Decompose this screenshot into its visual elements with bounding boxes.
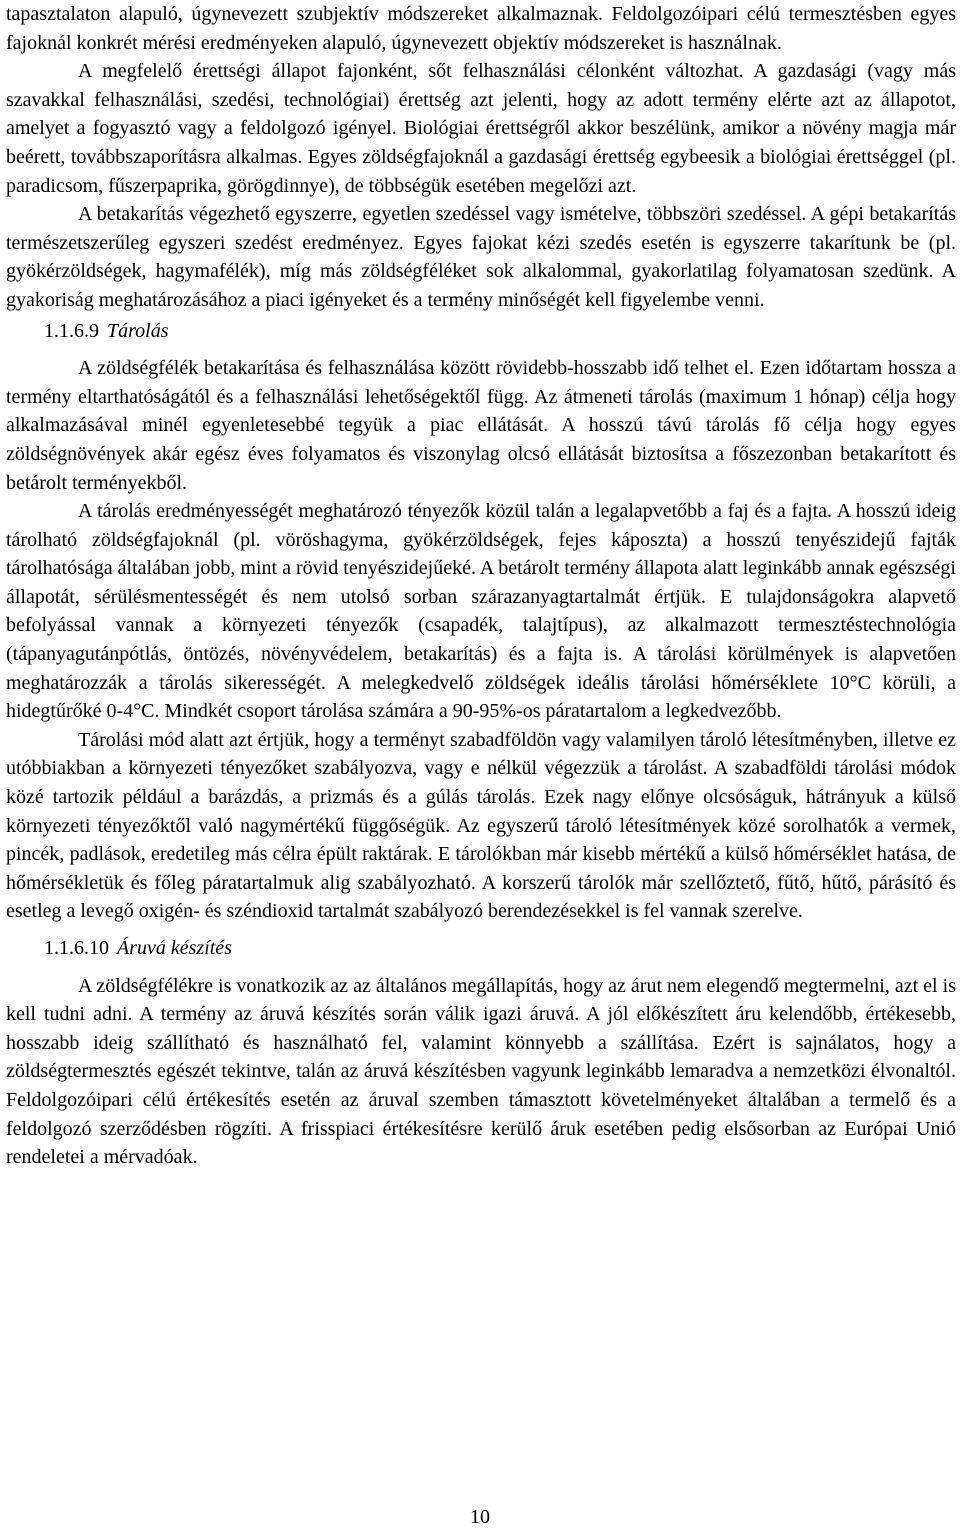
section-heading-market: [6, 934, 956, 963]
intro-paragraph-2: A megfelelő érettségi állapot fajonként, sőt felhasználási célonként változhat. A gazdasági (vagy más szavakkal felhasználási, szedési, technológiai) érettség azt jelenti, hogy az adott termény elérte azt az állapotot, amelyet a fogyasztó vagy a feldolgozó igényel. Biológiai érettségről akkor beszélünk, amikor a növény magja már beérett, továbbszaporításra alkalmas. Egyes zöldségfajoknál a gazdasági érettség egybeesik a biológiai érettséggel (pl. paradicsom, fűszerpaprika, görögdinnye), de többségük esetében megelőzi azt.: [6, 60, 956, 197]
storage-paragraph-2: A tárolás eredményességét meghatározó tényezők közül talán a legalapvetőbb a faj és a fajta. A hosszú ideig tárolható zöldségfajoknál (pl. vöröshagyma, gyökérzöldségek, fejes káposzta) a hosszú tenyészidejű fajták tárolhatósága általában jobb, mint a rövid tenyészidejűeké. A betárolt termény állapota alatt leginkább annak egészségi állapotát, sérülésmentességét és nem utolsó sorban szárazanyagtartalmát értjük. E tulajdonságokra alapvető befolyással vannak a környezeti tényezők (csapadék, talajtípus), az alkalmazott termesztéstechnológia (tápanyagutánpótlás, öntözés, növényvédelem, betakarítás) és a fajta is. A tárolási körülmények is alapvetően meghatározzák a tárolás sikerességét. A melegkedvelő zöldségek ideális tárolási hőmérséklete 10°C körüli, a hidegtűrőké 0-4°C. Mindkét csoport tárolása számára a 90-95%-os páratartalom a legkedvezőbb.: [6, 500, 956, 723]
section-heading-storage: [6, 317, 956, 346]
section-title: Tárolás: [107, 319, 169, 342]
storage-paragraph-1: A zöldségfélék betakarítása és felhasználása között rövidebb-hosszabb idő telhet el. Ezen időtartam hossza a termény eltarthatóságától és a felhasználási lehetőségektől függ. Az átmeneti tárolás (maximum 1 hónap) célja hogy alkalmazásával minél egyenletesebbé tegyük a piac ellátását. A hosszú távú tárolás fő célja hogy egyes zöldségnövények akár egész éves folyamatos és viszonylag olcsó ellátását biztosítsa a főszezonban betakarított és betárolt terményekből.: [6, 357, 956, 494]
intro-paragraph-3: A betakarítás végezhető egyszerre, egyetlen szedéssel vagy ismételve, többszöri szedéssel. A gépi betakarítás természetszerűleg egyszeri szedést eredményez. Egyes fajokat kézi szedés esetén is egyszerre takarítunk be (pl. gyökérzöldségek, hagymafélék), míg más zöldségféléket sok alkalommal, gyakorlatilag folyamatosan szedünk. A gyakoriság meghatározásához a piaci igényeket és a termény minőségét kell figyelembe venni.: [6, 203, 956, 311]
section-number: 1.1.6.9: [44, 319, 99, 342]
section-number: 1.1.6.10: [44, 937, 109, 959]
document-page: [6, 0, 956, 1172]
storage-paragraph-3: Tárolási mód alatt azt értjük, hogy a terményt szabadföldön vagy valamilyen tároló létesítményben, illetve ez utóbbiakban a környezeti tényezőket szabályozva, vagy e nélkül végezzük a tárolást. A szabadföldi tárolási módok közé tartozik például a barázdás, a prizmás és a gúlás tárolás. Ezek nagy előnye olcsóságuk, hátrányuk a külső környezeti tényezőktől való nagymértékű függőségük. Az egyszerű tároló létesítmények közé sorolhatók a vermek, pincék, padlások, eredetileg más célra épült raktárak. E tárolókban már kisebb mértékű a külső hőmérséklet hatása, de hőmérsékletük és főleg páratartalmuk alig szabályozható. A korszerű tárolók már szellőztető, fűtő, hűtő, párásító és esetleg a levegő oxigén- és széndioxid tartalmát szabályozó berendezésekkel is fel vannak szerelve.: [6, 728, 956, 923]
intro-paragraph-1: tapasztalaton alapuló, úgynevezett szubjektív módszereket alkalmaznak. Feldolgozóipari célú termesztésben egyes fajoknál konkrét mérési eredményeken alapuló, úgynevezett objektív módszereket is használnak.: [6, 3, 956, 54]
section-title: Áruvá készítés: [117, 937, 232, 959]
page-number: 10: [470, 1506, 490, 1528]
market-paragraph-1: A zöldségfélékre is vonatkozik az az általános megállapítás, hogy az árut nem elegendő megtermelni, azt el is kell tudni adni. A termény az áruvá készítés során válik igazi áruvá. A jól előkészített áru kelendőbb, értékesebb, hosszabb ideig szállítható és használható fel, valamint könnyebb a szállítása. Ezért is sajnálatos, hogy a zöldségtermesztés egészét tekintve, talán az áruvá készítésben vagyunk leginkább lemaradva a nemzetközi élvonaltól. Feldolgozóipari célú értékesítés esetén az áruval szemben támasztott követelményeket általában a termelő és a feldolgozó szerződésben rögzíti. A frisspiaci értékesítésre kerülő áruk esetében pedig elsősorban az Európai Unió rendeletei a mérvadóak.: [6, 974, 956, 1169]
